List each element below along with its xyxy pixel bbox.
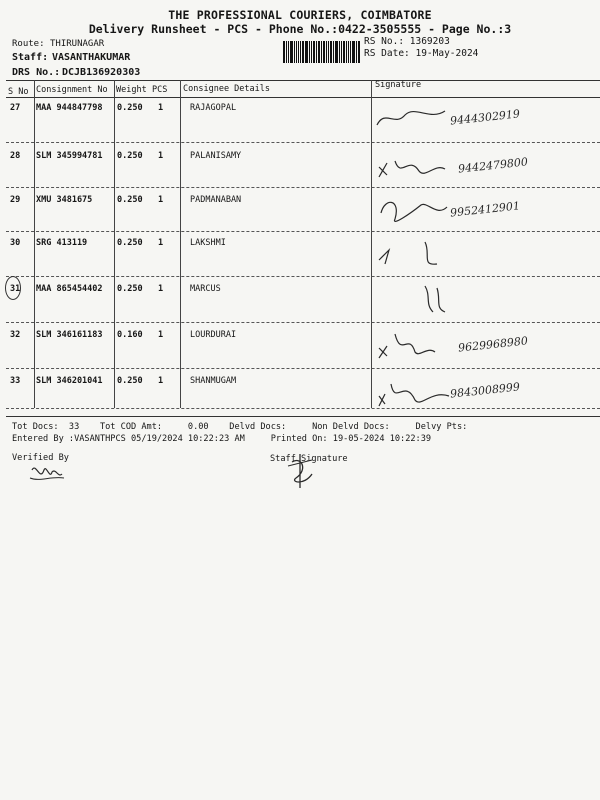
- barcode-bar: [298, 41, 299, 63]
- row-sno: 33: [10, 376, 21, 386]
- route-value: THIRUNAGAR: [50, 39, 105, 49]
- row-separator: [6, 322, 600, 323]
- row-signature-scribble: [375, 328, 455, 364]
- row-consignee: RAJAGOPAL: [190, 103, 237, 113]
- col-header-consignee: Consignee Details: [183, 84, 270, 94]
- row-consignment-no: SLM 346201041: [36, 376, 103, 386]
- barcode-bar: [302, 41, 304, 63]
- barcode-bar: [348, 41, 349, 63]
- barcode-bar: [290, 41, 293, 63]
- barcode-bar: [339, 41, 340, 63]
- barcode-bar: [300, 41, 301, 63]
- row-consignee: PADMANABAN: [190, 195, 242, 205]
- staff-signature-scribble: [282, 452, 322, 492]
- barcode-bar: [286, 41, 287, 63]
- rs-number: RS No.: 1369203: [364, 36, 450, 47]
- col-divider: [114, 80, 115, 408]
- row-signature-scribble: [375, 149, 455, 185]
- barcode-bar: [343, 41, 345, 63]
- barcode-bar: [294, 41, 295, 63]
- row-consignment-no: SRG 413119: [36, 238, 88, 248]
- barcode-bar: [283, 41, 285, 63]
- row-weight: 0.160: [117, 330, 143, 340]
- row-consignee: LAKSHMI: [190, 238, 226, 248]
- barcode-bar: [321, 41, 322, 63]
- row-signature-scribble: [375, 193, 455, 229]
- row-signature-scribble: [375, 236, 455, 272]
- staff-signature-label: Staff Signature: [270, 454, 348, 464]
- barcode-bar: [330, 41, 332, 63]
- row-signature-phone: 9444302919: [449, 107, 521, 128]
- barcode-bar: [296, 41, 298, 63]
- row-consignment-no: MAA 944847798: [36, 103, 103, 113]
- barcode-bar: [335, 41, 338, 63]
- row-consignment-no: SLM 346161183: [36, 330, 103, 340]
- row-separator: [6, 231, 600, 232]
- barcode-bar: [350, 41, 351, 63]
- table-header-rule: [6, 97, 600, 98]
- barcode-bar: [323, 41, 325, 63]
- totals-line: Tot Docs: 33 Tot COD Amt: 0.00 Delvd Docs: Non Delvd Docs: Delvy Pts:: [12, 422, 468, 432]
- barcode-bar: [326, 41, 327, 63]
- row-pcs: 1: [158, 103, 164, 113]
- row-pcs: 1: [158, 238, 164, 248]
- row-signature-phone: 9843008999: [449, 380, 521, 401]
- row-sno: 29: [10, 195, 21, 205]
- row-pcs: 1: [158, 284, 164, 294]
- table-top-rule: [6, 80, 600, 81]
- col-header-pcs: PCS: [152, 85, 168, 95]
- row-separator: [6, 187, 600, 188]
- col-header-consignment: Consignment No: [36, 85, 108, 95]
- row-separator: [6, 142, 600, 143]
- row-consignment-no: MAA 865454402: [36, 284, 103, 294]
- row-pcs: 1: [158, 151, 164, 161]
- barcode-bar: [328, 41, 329, 63]
- barcode-bar: [333, 41, 334, 63]
- barcode-bar: [288, 41, 289, 63]
- row-consignee: PALANISAMY: [190, 151, 242, 161]
- barcode-bar: [311, 41, 312, 63]
- rs-date: RS Date: 19-May-2024: [364, 48, 479, 59]
- row-weight: 0.250: [117, 238, 143, 248]
- row-separator: [6, 276, 600, 277]
- row-sno: 31: [10, 284, 21, 294]
- barcode-bar: [316, 41, 317, 63]
- barcode-bar: [309, 41, 310, 63]
- barcode-bar: [356, 41, 357, 63]
- col-divider: [180, 80, 181, 408]
- row-consignee: MARCUS: [190, 284, 221, 294]
- verified-by-label: Verified By: [12, 453, 69, 463]
- row-consignment-no: XMU 3481675: [36, 195, 93, 205]
- col-header-weight: Weight: [116, 85, 147, 95]
- barcode-bar: [305, 41, 308, 63]
- row-signature-phone: 9442479800: [457, 155, 529, 176]
- row-sno: 32: [10, 330, 21, 340]
- row-sno: 27: [10, 103, 21, 113]
- row-consignee: LOURDURAI: [190, 330, 237, 340]
- col-header-sno: S No: [8, 87, 29, 97]
- barcode-bar: [346, 41, 348, 63]
- row-signature-phone: 9952412901: [449, 199, 521, 220]
- drs-value: DCJB136920303: [62, 67, 141, 78]
- row-pcs: 1: [158, 195, 164, 205]
- row-weight: 0.250: [117, 103, 143, 113]
- barcode-bar: [318, 41, 321, 63]
- runsheet-subtitle: Delivery Runsheet - PCS - Phone No.:0422-3505555 - Page No.:3: [88, 22, 512, 36]
- col-header-signature: Signature: [375, 80, 422, 90]
- row-sno: 28: [10, 151, 21, 161]
- barcode-bar: [341, 41, 342, 63]
- staff-value: VASANTHAKUMAR: [52, 52, 131, 63]
- barcode-bar: [313, 41, 315, 63]
- row-signature-scribble: [375, 101, 455, 137]
- staff-label: Staff:: [12, 52, 49, 63]
- col-divider: [34, 80, 35, 408]
- row-signature-phone: 9629968980: [457, 334, 529, 355]
- verified-signature-scribble: [28, 462, 68, 486]
- row-pcs: 1: [158, 330, 164, 340]
- row-weight: 0.250: [117, 376, 143, 386]
- sno-circle-mark: [5, 276, 21, 300]
- company-title: THE PROFESSIONAL COURIERS, COIMBATORE: [168, 8, 432, 22]
- footer-rule: [6, 416, 600, 417]
- row-separator: [6, 408, 600, 409]
- row-separator: [6, 368, 600, 369]
- barcode-bar: [352, 41, 355, 63]
- drs-label: DRS No.:: [12, 67, 61, 78]
- row-pcs: 1: [158, 376, 164, 386]
- row-signature-scribble: [375, 282, 455, 318]
- entered-printed-line: Entered By :VASANTHPCS 05/19/2024 10:22:23 AM Printed On: 19-05-2024 10:22:39: [12, 434, 432, 444]
- row-consignee: SHANMUGAM: [190, 376, 237, 386]
- row-weight: 0.250: [117, 284, 143, 294]
- row-weight: 0.250: [117, 195, 143, 205]
- barcode-bar: [358, 41, 360, 63]
- row-consignment-no: SLM 345994781: [36, 151, 103, 161]
- row-weight: 0.250: [117, 151, 143, 161]
- row-signature-scribble: [375, 374, 455, 410]
- row-sno: 30: [10, 238, 21, 248]
- col-divider: [371, 80, 372, 408]
- route-label: Route:: [12, 39, 45, 49]
- barcode: [283, 41, 361, 63]
